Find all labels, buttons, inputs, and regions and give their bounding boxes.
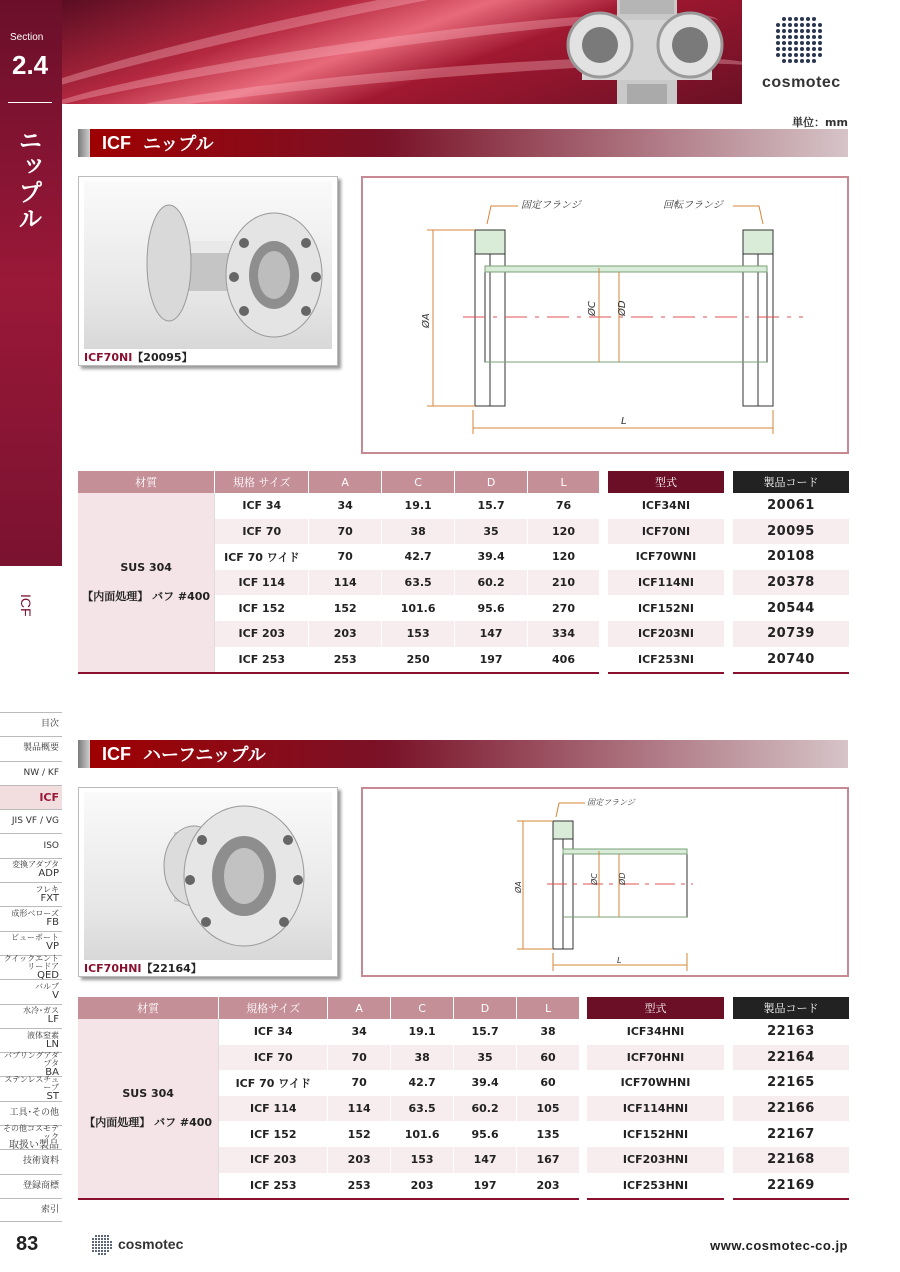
- table-row: [587, 1096, 724, 1122]
- unit-label: 単位：mm: [792, 116, 848, 129]
- nav-item-sublabel: V: [52, 989, 59, 1001]
- cell-product-code: 20740: [733, 647, 849, 673]
- nav-item-label: 工具･その他: [9, 1107, 59, 1118]
- nav-item[interactable]: [0, 833, 62, 857]
- photo-code: 【22164】: [141, 962, 202, 975]
- nav-item[interactable]: [0, 809, 62, 833]
- col-D: D: [454, 997, 517, 1019]
- cell-product-code: 22165: [733, 1070, 849, 1096]
- brand-logo: [742, 0, 900, 104]
- cell-L: 38: [517, 1019, 580, 1045]
- table-row: [733, 570, 849, 596]
- cell-model: ICF70NI: [608, 519, 724, 545]
- nav-item[interactable]: [0, 712, 62, 736]
- label-dim-L: L: [617, 956, 622, 965]
- cell-size: ICF 203: [219, 1147, 328, 1173]
- cell-C: 153: [382, 621, 455, 647]
- cell-model: ICF152NI: [608, 595, 724, 621]
- nav-item-label: その他コスモテック: [3, 1123, 59, 1141]
- cell-D: 60.2: [455, 570, 528, 596]
- half-nipple-photo-image: [84, 792, 332, 960]
- cell-A: 203: [328, 1147, 391, 1173]
- cosmotec-logo-icon: [770, 10, 828, 70]
- cell-A: 253: [328, 1173, 391, 1199]
- material-cell: [78, 1019, 219, 1198]
- cell-product-code: 20095: [733, 519, 849, 545]
- model-table-nipple: [608, 471, 724, 674]
- table-row: [608, 621, 724, 647]
- col-C: C: [382, 471, 455, 493]
- category-nav: [0, 712, 62, 1222]
- cell-product-code: 20544: [733, 595, 849, 621]
- nav-item[interactable]: [0, 1125, 62, 1149]
- nav-item-sublabel: BA: [45, 1066, 59, 1078]
- spec-table-nipple: [78, 471, 600, 674]
- table-row: [733, 647, 849, 673]
- title-icf: ICF: [102, 132, 131, 153]
- col-model: 型式: [587, 997, 724, 1019]
- nav-item-sublabel: LF: [47, 1014, 59, 1026]
- nav-item[interactable]: [0, 761, 62, 785]
- nav-item[interactable]: [0, 931, 62, 955]
- cell-model: ICF203NI: [608, 621, 724, 647]
- nipple-diagram-svg: [363, 178, 847, 452]
- label-dim-D: ØD: [618, 872, 627, 885]
- cell-A: 34: [328, 1019, 391, 1045]
- table-row: [78, 493, 600, 519]
- cell-L: 120: [528, 544, 600, 570]
- cell-size: ICF 114: [219, 1096, 328, 1122]
- cell-C: 42.7: [382, 544, 455, 570]
- nav-item[interactable]: [0, 1028, 62, 1052]
- cell-L: 120: [528, 519, 600, 545]
- material-name: SUS 304: [120, 560, 172, 574]
- table-row: [587, 1147, 724, 1173]
- cell-model: ICF253HNI: [587, 1173, 724, 1199]
- cell-product-code: 20108: [733, 544, 849, 570]
- cell-L: 76: [528, 493, 600, 519]
- section-title-half-nipple: [78, 740, 848, 768]
- cell-size: ICF 114: [215, 570, 309, 596]
- cell-model: ICF114NI: [608, 570, 724, 596]
- cell-A: 70: [309, 519, 382, 545]
- cell-L: 270: [528, 595, 600, 621]
- nav-item-label: 変換アダプタ: [12, 860, 59, 870]
- photo-area: [84, 792, 332, 960]
- table-row: [733, 595, 849, 621]
- nav-item[interactable]: [0, 1004, 62, 1028]
- code-table-nipple: [733, 471, 849, 674]
- col-code: 製品コード: [733, 997, 849, 1019]
- nav-item[interactable]: [0, 906, 62, 930]
- cell-L: 60: [517, 1045, 580, 1071]
- col-material: 材質: [78, 471, 215, 493]
- cell-L: 334: [528, 621, 600, 647]
- material-name: SUS 304: [122, 1086, 174, 1100]
- nav-item-sublabel: FXT: [40, 892, 59, 904]
- section-number: 2.4: [12, 50, 49, 80]
- cell-model: ICF152HNI: [587, 1121, 724, 1147]
- cell-C: 203: [391, 1173, 454, 1199]
- cell-size: ICF 253: [219, 1173, 328, 1199]
- label-dim-L: L: [621, 416, 627, 427]
- label-dim-A: ØA: [421, 313, 432, 328]
- cell-product-code: 20061: [733, 493, 849, 519]
- cell-size: ICF 70: [219, 1045, 328, 1071]
- nav-item-label: ISO: [43, 840, 59, 851]
- nav-item-label: JIS VF / VG: [11, 816, 59, 827]
- photo-caption: [84, 960, 202, 976]
- cell-product-code: 20739: [733, 621, 849, 647]
- cell-A: 203: [309, 621, 382, 647]
- table-row: [733, 1045, 849, 1071]
- material-treatment: 【内面処理】 バフ #400: [82, 589, 211, 603]
- cell-D: 95.6: [455, 595, 528, 621]
- nav-item-sublabel: FB: [46, 917, 59, 929]
- nav-item-sublabel: LN: [45, 1038, 59, 1050]
- nav-item[interactable]: [0, 1101, 62, 1125]
- col-material: 材質: [78, 997, 219, 1019]
- label-dim-D: ØD: [617, 300, 628, 316]
- side-tab-label: ICF: [18, 594, 34, 617]
- cell-size: ICF 152: [215, 595, 309, 621]
- label-fixed-flange: 固定フランジ: [587, 798, 635, 807]
- nav-item-label: NW / KF: [23, 767, 59, 778]
- cell-C: 38: [382, 519, 455, 545]
- cell-size: ICF 70: [215, 519, 309, 545]
- nav-item[interactable]: [0, 1075, 62, 1103]
- nav-item-label: クイックエントリードア: [3, 953, 59, 971]
- cross-fitting-image: [562, 0, 732, 104]
- label-rotating-flange: 回転フランジ: [663, 200, 723, 211]
- table-row: [587, 1019, 724, 1045]
- cell-product-code: 22163: [733, 1019, 849, 1045]
- cell-L: 167: [517, 1147, 580, 1173]
- code-table-half-nipple: [733, 997, 849, 1200]
- cell-size: ICF 70 ワイド: [215, 544, 309, 570]
- table-row: [733, 493, 849, 519]
- section-vertical-title: ニップル: [14, 128, 42, 232]
- cell-model: ICF114HNI: [587, 1096, 724, 1122]
- table-row: [608, 519, 724, 545]
- cell-A: 114: [309, 570, 382, 596]
- label-dim-A: ØA: [514, 881, 523, 893]
- nav-item[interactable]: [0, 979, 62, 1003]
- cell-product-code: 20378: [733, 570, 849, 596]
- cell-D: 15.7: [455, 493, 528, 519]
- cell-size: ICF 34: [215, 493, 309, 519]
- footer-url: www.cosmotec-co.jp: [710, 1238, 848, 1253]
- nav-item[interactable]: [0, 955, 62, 979]
- cell-D: 15.7: [454, 1019, 517, 1045]
- col-L: L: [517, 997, 580, 1019]
- nav-item-sublabel: VP: [46, 941, 59, 953]
- nav-item-sublabel: ST: [46, 1091, 59, 1103]
- photo-code: 【20095】: [132, 351, 193, 364]
- title-jp: ハーフニップル: [143, 745, 266, 766]
- table-row: [733, 1019, 849, 1045]
- cell-A: 253: [309, 647, 382, 673]
- nav-item-label: 技術資料: [22, 1156, 59, 1167]
- cell-product-code: 22169: [733, 1173, 849, 1199]
- nav-item-label: 液体窒素: [27, 1030, 59, 1040]
- cell-L: 135: [517, 1121, 580, 1147]
- cell-A: 70: [328, 1045, 391, 1071]
- nav-item-label: 水冷･ガス: [23, 1006, 59, 1016]
- cell-model: ICF253NI: [608, 647, 724, 673]
- cell-C: 101.6: [391, 1121, 454, 1147]
- nav-item-label: バルブ: [35, 981, 59, 991]
- table-row: [608, 493, 724, 519]
- cell-D: 147: [454, 1147, 517, 1173]
- page-number: 83: [16, 1233, 39, 1255]
- nipple-photo-image: [84, 181, 332, 349]
- table-row: [587, 1121, 724, 1147]
- nav-item[interactable]: [0, 785, 62, 809]
- footer-logo-icon: [88, 1232, 114, 1256]
- cell-D: 39.4: [454, 1070, 517, 1096]
- cell-model: ICF34NI: [608, 493, 724, 519]
- cell-model: ICF70WHNI: [587, 1070, 724, 1096]
- col-size: 規格 サイズ: [215, 471, 309, 493]
- spec-table-half-nipple: [78, 997, 580, 1200]
- table-row: [587, 1173, 724, 1199]
- half-nipple-diagram: [361, 787, 849, 977]
- cell-product-code: 22167: [733, 1121, 849, 1147]
- cell-size: ICF 253: [215, 647, 309, 673]
- material-treatment: 【内面処理】 バフ #400: [84, 1115, 213, 1129]
- footer-logo-text: cosmotec: [118, 1236, 184, 1252]
- photo-area: [84, 181, 332, 349]
- cell-size: ICF 34: [219, 1019, 328, 1045]
- cell-C: 19.1: [391, 1019, 454, 1045]
- label-dim-C: ØC: [590, 873, 599, 885]
- col-C: C: [391, 997, 454, 1019]
- label-dim-C: ØC: [587, 301, 598, 316]
- nav-item-label: 成形ベローズ: [11, 909, 59, 919]
- section-divider: [8, 102, 52, 103]
- cell-L: 60: [517, 1070, 580, 1096]
- photo-model: ICF70HNI: [84, 962, 142, 975]
- cell-A: 152: [328, 1121, 391, 1147]
- cell-model: ICF70HNI: [587, 1045, 724, 1071]
- brand-logo-text: cosmotec: [762, 74, 841, 91]
- col-L: L: [528, 471, 600, 493]
- cell-D: 35: [455, 519, 528, 545]
- cell-product-code: 22164: [733, 1045, 849, 1071]
- col-model: 型式: [608, 471, 724, 493]
- cell-D: 95.6: [454, 1121, 517, 1147]
- cell-C: 153: [391, 1147, 454, 1173]
- nav-item-sublabel: ADP: [38, 868, 59, 880]
- nav-item-label: ステンレスチューブ: [4, 1075, 59, 1093]
- nav-item[interactable]: [0, 858, 62, 882]
- table-row: [733, 1070, 849, 1096]
- col-A: A: [328, 997, 391, 1019]
- cell-A: 114: [328, 1096, 391, 1122]
- table-row: [608, 595, 724, 621]
- nav-item-label: 登録商標: [22, 1180, 59, 1191]
- nav-item-label: 索引: [40, 1204, 59, 1215]
- col-code: 製品コード: [733, 471, 849, 493]
- cell-model: ICF70WNI: [608, 544, 724, 570]
- cell-model: ICF34HNI: [587, 1019, 724, 1045]
- nav-item[interactable]: [0, 1198, 62, 1222]
- nav-item-label: 目次: [40, 719, 59, 730]
- table-row: [587, 1070, 724, 1096]
- header-banner: [62, 0, 742, 104]
- nav-item-label: 製品概要: [22, 743, 59, 754]
- cell-A: 34: [309, 493, 382, 519]
- table-row: [733, 544, 849, 570]
- table-row: [78, 1019, 580, 1045]
- table-row: [733, 621, 849, 647]
- nav-item-label: ビューポート: [11, 933, 59, 943]
- title-jp: ニップル: [143, 134, 214, 155]
- cell-product-code: 22166: [733, 1096, 849, 1122]
- cell-L: 406: [528, 647, 600, 673]
- nav-item[interactable]: [0, 882, 62, 906]
- material-cell: [78, 493, 215, 672]
- table-row: [733, 1147, 849, 1173]
- nav-item[interactable]: [0, 1149, 62, 1173]
- nipple-diagram: [361, 176, 849, 454]
- title-icf: ICF: [102, 743, 131, 764]
- table-row: [733, 519, 849, 545]
- cell-D: 147: [455, 621, 528, 647]
- nav-item-label: フレキ: [35, 884, 59, 894]
- cell-size: ICF 70 ワイド: [219, 1070, 328, 1096]
- table-row: [608, 570, 724, 596]
- label-fixed-flange: 固定フランジ: [521, 200, 581, 211]
- section-label: Section: [10, 32, 44, 43]
- cell-C: 38: [391, 1045, 454, 1071]
- cell-product-code: 22168: [733, 1147, 849, 1173]
- nav-item[interactable]: [0, 1174, 62, 1198]
- col-size: 規格サイズ: [219, 997, 328, 1019]
- nav-item[interactable]: [0, 1052, 62, 1076]
- product-photo-half-nipple: [78, 787, 338, 977]
- cell-D: 197: [455, 647, 528, 673]
- cell-size: ICF 152: [219, 1121, 328, 1147]
- section-sidebar: [0, 0, 62, 566]
- col-A: A: [309, 471, 382, 493]
- nav-item-sublabel: QED: [37, 969, 59, 981]
- cell-C: 250: [382, 647, 455, 673]
- cell-D: 39.4: [455, 544, 528, 570]
- table-row: [733, 1173, 849, 1199]
- cell-D: 35: [454, 1045, 517, 1071]
- model-table-half-nipple: [587, 997, 724, 1200]
- nav-item-label: ICF: [39, 791, 59, 805]
- half-nipple-diagram-svg: [363, 789, 847, 975]
- nav-item[interactable]: [0, 736, 62, 760]
- cell-D: 197: [454, 1173, 517, 1199]
- table-row: [587, 1045, 724, 1071]
- section-title-nipple: [78, 129, 848, 157]
- table-row: [608, 544, 724, 570]
- cell-C: 63.5: [391, 1096, 454, 1122]
- cell-C: 63.5: [382, 570, 455, 596]
- table-row: [733, 1121, 849, 1147]
- photo-model: ICF70NI: [84, 351, 133, 364]
- table-row: [608, 647, 724, 673]
- cell-A: 152: [309, 595, 382, 621]
- cell-L: 203: [517, 1173, 580, 1199]
- cell-D: 60.2: [454, 1096, 517, 1122]
- cell-C: 19.1: [382, 493, 455, 519]
- cell-L: 210: [528, 570, 600, 596]
- cell-size: ICF 203: [215, 621, 309, 647]
- cell-A: 70: [328, 1070, 391, 1096]
- cell-L: 105: [517, 1096, 580, 1122]
- cell-A: 70: [309, 544, 382, 570]
- cell-C: 101.6: [382, 595, 455, 621]
- table-row: [733, 1096, 849, 1122]
- nav-item-label: バブリングアダプタ: [4, 1050, 59, 1068]
- product-photo-nipple: [78, 176, 338, 366]
- cell-C: 42.7: [391, 1070, 454, 1096]
- cell-model: ICF203HNI: [587, 1147, 724, 1173]
- col-D: D: [455, 471, 528, 493]
- nav-item-sublabel: 取扱い製品: [9, 1139, 59, 1151]
- photo-caption: [84, 349, 193, 365]
